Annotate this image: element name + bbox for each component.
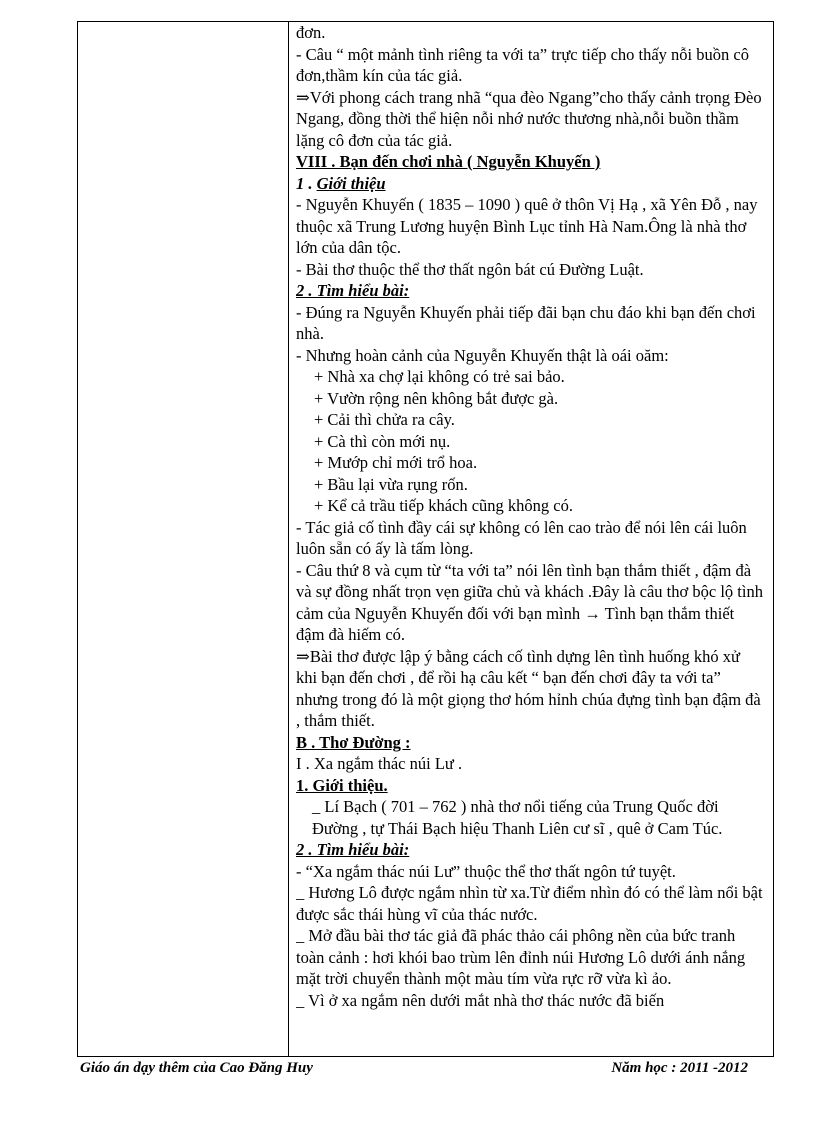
lesson-content [296,22,764,1056]
list-item: + Nhà xa chợ lại không có trẻ sai bảo. [314,367,565,386]
paragraph: - Nhưng hoàn cảnh của Nguyễn Khuyến thật là oái oăm: [296,345,669,365]
list-item: + Cải thì chửa ra cây. [314,410,455,429]
lesson-table [77,21,774,1057]
paragraph: - Câu “ một mảnh tình riêng ta với ta” trực tiếp cho thấy nỗi buồn cô đơn,thầm kín của tác giả. [296,44,749,85]
subheading: 1. Giới thiệu. [296,775,388,795]
paragraph: _ Lí Bạch ( 701 – 762 ) nhà thơ nổi tiếng của Trung Quốc đời Đường , tự Thái Bạch hiệu Thanh Liên cư sĩ , quê ở Cam Túc. [312,797,723,838]
subheading: 2 . Tìm hiểu bài: [296,840,410,859]
paragraph: - Đúng ra Nguyễn Khuyến phải tiếp đãi bạn chu đáo khi bạn đến chơi nhà. [296,302,756,343]
paragraph: đơn. [296,23,326,42]
paragraph: _ Vì ở xa ngắm nên dưới mắt nhà thơ thác nước đã biến [296,990,665,1010]
paragraph: _ Hương Lô được ngắm nhìn từ xa.Từ điểm nhìn đó có thể làm nổi bật được sắc thái hùng vĩ của thác nước. [296,883,763,924]
paragraph: - Câu thứ 8 và cụm từ “ta với ta” nói lên tình bạn thắm thiết , đậm đà và sự đồng nhất trọn vẹn giữa chủ và khách .Đây là câu thơ bộc lộ tình cảm của Nguyễn Khuyến đối với bạn mình → Tình bạn thắm thiết đậm đà hiếm có. [296,560,763,644]
list-item: + Kể cả trầu tiếp khách cũng không có. [314,496,574,515]
footer-author: Giáo án dạy thêm của Cao Đăng Huy [80,1060,313,1076]
paragraph: ⇒Bài thơ được lập ý bằng cách cố tình dựng lên tình huống khó xử khi bạn đến chơi , để rồi hạ câu kết “ bạn đến chơi đây ta với ta” nhưng trong đó là một giọng thơ hóm hỉnh chúa đựng tình bạn đậm đà , thắm thiết. [296,646,761,730]
paragraph: ⇒Với phong cách trang nhã “qua đèo Ngang”cho thấy cảnh trọng Đèo Ngang, đồng thời thể hiện nỗi nhớ nước thương nhà,nỗi buồn thầm lặng cô đơn của tác giả. [296,87,762,150]
left-column [78,22,289,1056]
paragraph: I . Xa ngắm thác núi Lư . [296,754,463,773]
paragraph: - Nguyễn Khuyến ( 1835 – 1090 ) quê ở thôn Vị Hạ , xã Yên Đỗ , nay thuộc xã Trung Lương huyện Bình Lục tỉnh Hà Nam.Ông là nhà thơ lớn của dân tộc. [296,195,758,257]
paragraph: _ Mở đầu bài thơ tác giả đã phác thảo cái phông nền của bức tranh toàn cảnh : hơi khói bao trùm lên đỉnh núi Hương Lô dưới ánh nắng mặt trời chuyển thành một màu tím vừa rực rỡ vừa kì ảo. [296,926,746,988]
section-heading: B . Thơ Đường : [296,732,411,752]
list-item: + Mướp chỉ mới trổ hoa. [314,453,478,472]
list-item: + Cà thì còn mới nụ. [314,431,451,451]
subheading: 2 . Tìm hiểu bài: [296,281,410,300]
page-footer [80,1060,748,1084]
list-item: + Vườn rộng nên không bắt được gà. [314,388,559,408]
section-heading: VIII . Bạn đến chơi nhà ( Nguyễn Khuyến ) [296,152,601,171]
subheading: 1 . Giới thiệu [296,173,386,193]
paragraph: - Bài thơ thuộc thể thơ thất ngôn bát cú Đường Luật. [296,259,644,279]
paragraph: - Tác giả cố tình đầy cái sự không có lên cao trào để nói lên cái luôn luôn sẵn có ấy là tấm lòng. [296,517,747,558]
paragraph: - “Xa ngắm thác núi Lư” thuộc thể thơ thất ngôn tứ tuyệt. [296,861,676,881]
list-item: + Bầu lại vừa rụng rốn. [314,474,468,494]
footer-year: Năm học : 2011 -2012 [611,1060,748,1076]
